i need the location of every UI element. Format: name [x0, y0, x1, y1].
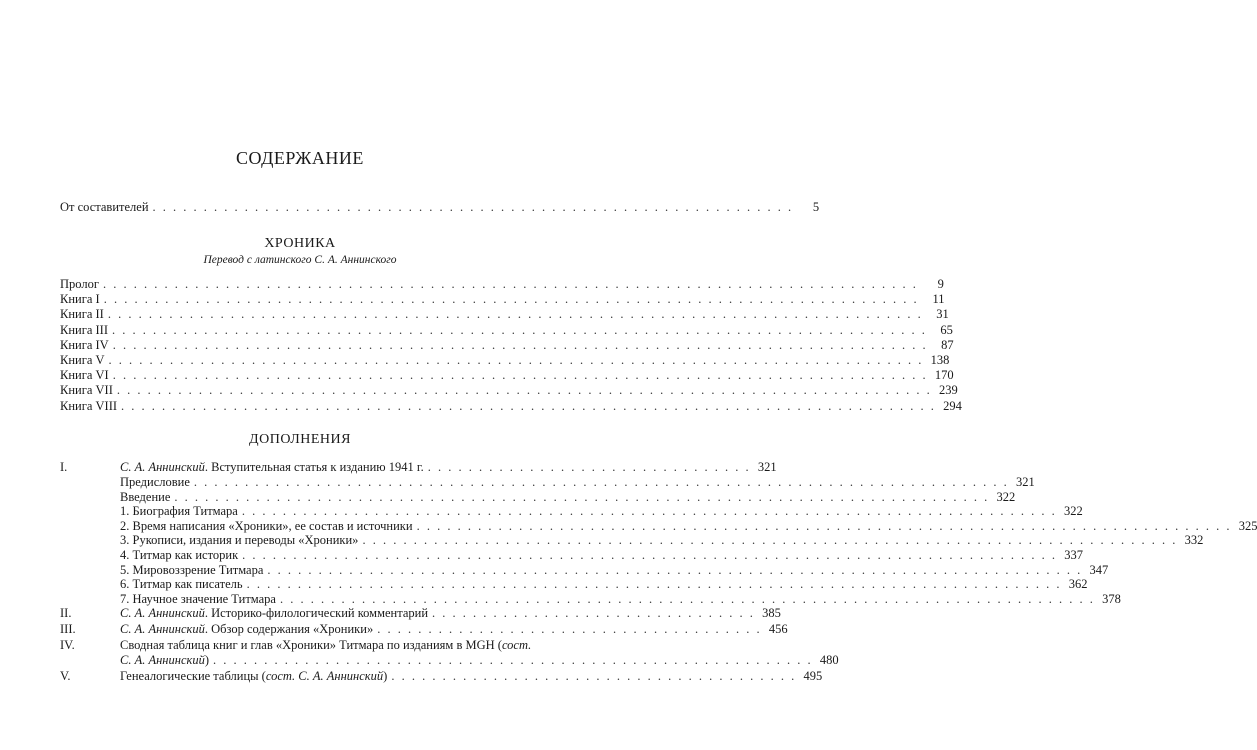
entry-number: IV.	[60, 638, 75, 652]
toc-subentry[interactable]	[120, 489, 1016, 505]
toc-entry-label: 2. Время написания «Хроники», ее состав и источники	[120, 518, 413, 533]
toc-entry-label: Книга VI	[60, 368, 109, 383]
toc-subentry[interactable]	[120, 533, 1204, 548]
toc-entry-label: Предисловие	[120, 475, 190, 489]
dot-leader: . . . . . . . . . . . . . . . . . . . . . . . . . . . . . . . . . . . . . . . . . . . . . . . . . . . . . . . . . . . . . . . . . . . . . . . . . . . . . . . .	[267, 562, 1083, 577]
toc-entry-label: Книга III	[60, 322, 109, 337]
toc-entry-v[interactable]: Генеалогические таблицы (сост. С. А. Аннинский) . . . . . . . . . . . . . . . . . . . . . . . . . . . . . . . . . . . . . . . . 495	[120, 669, 823, 683]
toc-entry-page: 239	[939, 383, 958, 398]
dot-leader: . . . . . . . . . . . . . . . . . . . . . . . . . . . . . . . . . . . . . .	[377, 622, 762, 636]
toc-entry-label: Книга II	[60, 307, 104, 322]
entry-number: V.	[60, 669, 71, 683]
toc-entry-page: 480	[819, 653, 839, 667]
toc-entry-page: 337	[1064, 548, 1084, 562]
toc-entry-label: Книга I	[60, 292, 100, 307]
dot-leader: . . . . . . . . . . . . . . . . . . . . . . . . . . . . . . . . . . . . . . . . . . . . . . . . . . . . . . . . . . . . . . . . . . . . . . . . . . . . . . . .	[107, 307, 923, 322]
toc-entry-page: 31	[936, 307, 949, 322]
entry-title: Сводная таблица книг и глав «Хроники» Титмара по изданиям в MGH (	[120, 638, 502, 652]
dot-leader: . . . . . . . . . . . . . . . . . . . . . . . . . . . . . . . . . . . . . . . . . . . . . . . . . . . . . . . . . . . . . . .	[152, 200, 794, 214]
toc-entry-chronicle[interactable]	[60, 353, 950, 368]
dot-leader: . . . . . . . . . . . . . . . . . . . . . . . . . . . . . . . . . . . . . . . . . . . . . . . . . . . . . . . . . . . . . . . . . . . . . . . . . . . . . . . .	[103, 292, 919, 307]
toc-entry-chronicle[interactable]	[60, 307, 949, 322]
toc-entry-chronicle[interactable]	[60, 277, 944, 292]
toc-subentry[interactable]	[120, 504, 1083, 519]
dot-leader: . . . . . . . . . . . . . . . . . . . . . . . . . . . . . . . . . . . . . . . . . . . . . . . . . . . . . . . . . . . . . . . . . . . . . . . . . . . . . . . .	[116, 383, 932, 398]
toc-entry-page: 5	[812, 200, 820, 214]
dot-leader: . . . . . . . . . . . . . . . . . . . . . . . . . . . . . . . . . . . . . . . . . . . . . . . . . . . . . . . . . . . . . . . . . . . . . . . . . . . . . . . .	[246, 577, 1062, 592]
toc-entry-label: Книга V	[60, 353, 105, 367]
dot-leader: . . . . . . . . . . . . . . . . . . . . . . . . . . . . . . . . . . . . . . . . . . . . . . . . . . . . . . . . . . . . . . . . . . . . . . . . . . . . . . . .	[279, 591, 1095, 606]
dot-leader: . . . . . . . . . . . . . . . . . . . . . . . . . . . . . . . . . . . . . . . . . . . . . . . . . . . . . . . . . . . . . . . . . . . . . . . . . . . . . . . .	[112, 322, 927, 337]
toc-entry-label: Книга IV	[60, 337, 109, 352]
toc-entry-page: 322	[996, 489, 1016, 504]
author-name: С. А. Аннинский	[120, 460, 205, 474]
toc-entry-chronicle[interactable]	[60, 383, 958, 398]
toc-entry-page: 11	[932, 292, 945, 307]
toc-subentry[interactable]	[120, 562, 1109, 578]
entry-number: II.	[60, 606, 72, 620]
entry-number: I.	[60, 460, 68, 474]
toc-entry-page: 321	[757, 460, 777, 474]
author-name: С. А. Аннинский	[120, 622, 205, 636]
toc-entry-page: 325	[1238, 518, 1257, 533]
toc-entry-chronicle[interactable]	[60, 398, 962, 414]
dot-leader: . . . . . . . . . . . . . . . . . . . . . . . . . . . . . . . . . . . . . . . . . . . . . . . . . . . . . . . . . . . . . . . . . . . . . . . . . . . . . . . .	[174, 489, 990, 504]
toc-entry-label: 3. Рукописи, издания и переводы «Хроники»	[120, 533, 359, 548]
toc-entry-page: 138	[930, 353, 950, 367]
dot-leader: . . . . . . . . . . . . . . . . . . . . . . . . . . . . . . . . . . . . . . . . . . . . . . . . . . . . . . . . . . . . . . . . . . . . . . . . . . . . . . . .	[112, 368, 928, 383]
toc-entry-page: 347	[1089, 562, 1109, 577]
toc-entry-page: 362	[1068, 577, 1088, 592]
toc-entry-label: 1. Биография Титмара	[120, 504, 238, 519]
toc-entry-label: 7. Научное значение Титмара	[120, 591, 276, 606]
dot-leader: . . . . . . . . . . . . . . . . . . . . . . . . . . . . . . . . . . . . . . . . . . . . . . . . . . . . . . . . . . . . . . . . . . . . . . . . . . . . . . . .	[242, 548, 1058, 562]
toc-entry-chronicle[interactable]	[60, 322, 953, 338]
entry-title: . Обзор содержания «Хроники»	[204, 622, 374, 636]
toc-entry-label: Введение	[120, 489, 171, 504]
toc-entry-front[interactable]	[60, 200, 820, 215]
section-heading-chronicle: ХРОНИКА	[264, 236, 336, 251]
toc-entry-page: 385	[762, 606, 781, 620]
toc-subentry[interactable]	[120, 591, 1121, 607]
toc-entry-chronicle[interactable]	[60, 337, 954, 353]
dot-leader: . . . . . . . . . . . . . . . . . . . . . . . . . . . . . . . . . . . . . . . . . . . . . . . . . . . . . . . . . . .	[213, 653, 813, 667]
toc-entry-iii[interactable]	[120, 622, 788, 637]
dot-leader: . . . . . . . . . . . . . . . . . . . . . . . . . . . . . . . . . . . . . . . . . . . . . . . . . . . . . . . . . . . . . . . . . . . . . . . . . . . . . . . .	[102, 277, 918, 291]
toc-entry-label: Пролог	[60, 277, 99, 291]
section-subtitle-chronicle: Перевод с латинского С. А. Аннинского	[203, 254, 397, 266]
toc-entry-label: 4. Титмар как историк	[120, 548, 239, 562]
author-name: С. А. Аннинский	[120, 606, 205, 620]
dot-leader: . . . . . . . . . . . . . . . . . . . . . . . . . . . . . . . . . . . . . . . . . . . . . . . . . . . . . . . . . . . . . . . . . . . . . . . . . . . . . . . .	[416, 518, 1232, 533]
dot-leader: . . . . . . . . . . . . . . . . . . . . . . . . . . . . . . . .	[432, 606, 755, 620]
toc-entry-label: Книга VII	[60, 383, 113, 398]
toc-entry-page: 170	[934, 368, 954, 383]
entry-title: . Историко-филологический комментарий	[204, 606, 429, 620]
toc-entry-page: 87	[941, 337, 954, 352]
toc-entry-label: 5. Мировоззрение Титмара	[120, 562, 264, 577]
toc-entry-label: 6. Титмар как писатель	[120, 577, 243, 592]
toc-entry-page: 332	[1184, 533, 1204, 548]
toc-entry-page: 321	[1016, 475, 1035, 489]
toc-subentry[interactable]	[120, 577, 1088, 592]
toc-entry-label: Книга VIII	[60, 398, 118, 413]
toc-subentry[interactable]	[120, 548, 1084, 563]
toc-entry-chronicle[interactable]	[60, 368, 954, 383]
toc-entry-iv-line2[interactable]: С. А. Аннинский) . . . . . . . . . . . . . . . . . . . . . . . . . . . . . . . . . . . . . . . . . . . . . . . . . . . . . . . . . . . 480	[120, 653, 839, 667]
toc-entry-page: 456	[768, 622, 788, 636]
toc-entry-page: 322	[1063, 504, 1083, 519]
dot-leader: . . . . . . . . . . . . . . . . . . . . . . . . . . . . . . . . . . . . . . . . . . . . . . . . . . . . . . . . . . . . . . . . . . . . . . . . . . . . . . . .	[241, 504, 1057, 519]
toc-entry-i[interactable]	[120, 460, 777, 475]
dot-leader: . . . . . . . . . . . . . . . . . . . . . . . . . . . . . . . . . . . . . . . . . . . . . . . . . . . . . . . . . . . . . . . . . . . . . . . . . . . . . . . .	[121, 398, 936, 413]
entry-number: III.	[60, 622, 76, 636]
entry-title: . Вступительная статья к изданию 1941 г.	[204, 460, 424, 474]
toc-subentry[interactable]	[120, 518, 1257, 534]
toc-entry-chronicle[interactable]	[60, 292, 945, 307]
page-title: СОДЕРЖАНИЕ	[236, 148, 364, 168]
author-name: С. А. Аннинский	[120, 653, 205, 667]
toc-entry-ii[interactable]	[120, 606, 781, 621]
compiler-note: сост.	[501, 638, 532, 652]
toc-subentry[interactable]	[120, 475, 1035, 490]
section-heading-supplements: ДОПОЛНЕНИЯ	[249, 432, 351, 447]
toc-entry-page: 378	[1102, 591, 1121, 606]
toc-entry-page: 9	[937, 277, 944, 291]
dot-leader: . . . . . . . . . . . . . . . . . . . . . . . . . . . . . . . . . . . . . . . .	[391, 669, 797, 683]
dot-leader: . . . . . . . . . . . . . . . . . . . . . . . . . . . . . . . . . . . . . . . . . . . . . . . . . . . . . . . . . . . . . . . . . . . . . . . . . . . . . . . .	[108, 353, 924, 367]
toc-entry-page: 294	[943, 398, 962, 413]
toc-entry-page: 495	[803, 669, 823, 683]
toc-entry-iv-line1[interactable]	[120, 638, 532, 653]
dot-leader: . . . . . . . . . . . . . . . . . . . . . . . . . . . . . . . .	[427, 460, 751, 474]
dot-leader: . . . . . . . . . . . . . . . . . . . . . . . . . . . . . . . . . . . . . . . . . . . . . . . . . . . . . . . . . . . . . . . . . . . . . . . . . . . . . . . .	[193, 475, 1009, 489]
toc-entry-page: 65	[940, 322, 953, 337]
toc-entry-label: От составителей	[60, 200, 149, 214]
author-name: сост. С. А. Аннинский	[265, 669, 384, 683]
dot-leader: . . . . . . . . . . . . . . . . . . . . . . . . . . . . . . . . . . . . . . . . . . . . . . . . . . . . . . . . . . . . . . . . . . . . . . . . . . . . . . . .	[362, 533, 1178, 548]
dot-leader: . . . . . . . . . . . . . . . . . . . . . . . . . . . . . . . . . . . . . . . . . . . . . . . . . . . . . . . . . . . . . . . . . . . . . . . . . . . . . . . .	[112, 337, 928, 352]
